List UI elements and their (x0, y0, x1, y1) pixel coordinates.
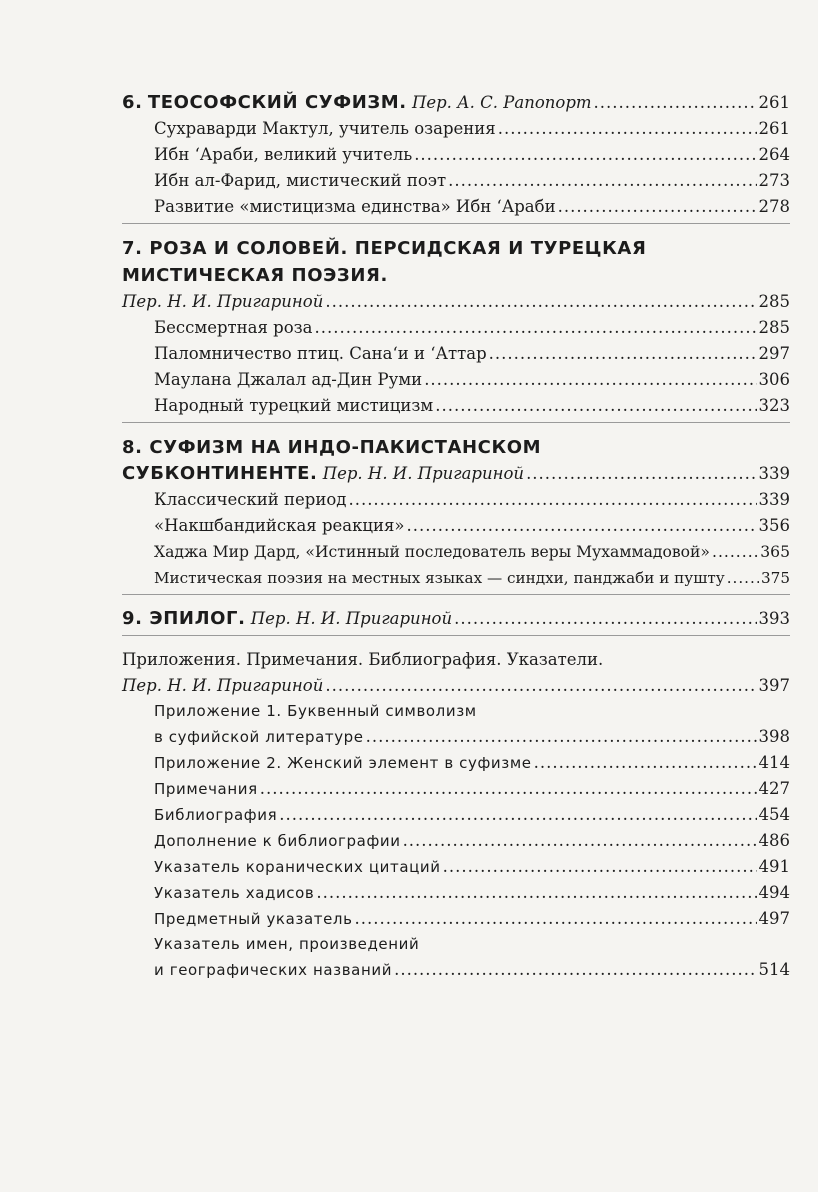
entry-page: 339 (758, 490, 790, 509)
entry-page: 264 (758, 145, 790, 164)
toc-entry[interactable] (122, 315, 790, 341)
entry-label: Паломничество птиц. Сана‘и и ‘Аттар (154, 344, 487, 363)
chapter-8-title-line2: СУБКОНТИНЕНТЕ. (122, 463, 318, 484)
chapter-9-title: 9. ЭПИЛОГ. (122, 608, 246, 629)
entry-page: 491 (758, 857, 790, 876)
entry-label: Хаджа Мир Дард, «Истинный последователь веры Мухаммадовой» (154, 543, 710, 561)
appendix-1-label-line2: в суфийской литературе (154, 728, 364, 746)
appendix-1-page: 398 (758, 727, 790, 746)
entry-page: 261 (758, 119, 790, 138)
dot-leader (403, 828, 757, 853)
entry-label: Сухраварди Мактул, учитель озарения (154, 119, 496, 138)
toc-entry[interactable] (122, 750, 790, 776)
dot-leader (443, 854, 757, 879)
appendix-1-label-line1: Приложение 1. Буквенный символизм (154, 702, 477, 720)
dot-leader (498, 116, 757, 142)
dot-leader (348, 487, 756, 513)
entry-label: Маулана Джалал ад-Дин Руми (154, 370, 423, 389)
table-of-contents (122, 90, 790, 983)
chapter-6-number: 6. (122, 92, 143, 113)
dot-leader (414, 142, 756, 168)
toc-entry[interactable] (122, 513, 790, 539)
dot-leader (394, 957, 756, 982)
entry-page: 323 (758, 396, 790, 415)
chapter-7-section (122, 235, 790, 423)
dot-leader (407, 513, 757, 539)
names-index-entry[interactable] (122, 957, 790, 983)
names-index-page: 514 (758, 960, 790, 979)
chapter-8-title-line1: 8. СУФИЗМ НА ИНДО-ПАКИСТАНСКОМ (122, 437, 542, 458)
entry-label: Развитие «мистицизма единства» Ибн ‘Араби (154, 197, 556, 216)
toc-entry[interactable] (122, 880, 790, 906)
appendices-heading: Приложения. Примечания. Библиография. Указатели. (122, 650, 604, 669)
entry-label: Мистическая поэзия на местных языках — синдхи, панджаби и пушту (154, 569, 725, 587)
dot-leader (424, 367, 756, 393)
entry-label: Приложение 2. Женский элемент в суфизме (154, 754, 532, 772)
toc-entry[interactable] (122, 565, 790, 591)
entry-page: 306 (758, 370, 790, 389)
chapter-6-title: ТЕОСОФСКИЙ СУФИЗМ. (147, 92, 407, 113)
chapter-8-section (122, 434, 790, 595)
appendices-entry[interactable] (122, 673, 790, 699)
toc-entry[interactable] (122, 487, 790, 513)
dot-leader (489, 341, 757, 367)
dot-leader (727, 565, 759, 591)
chapter-9-entry[interactable] (122, 606, 790, 632)
toc-entry[interactable] (122, 341, 790, 367)
dot-leader (314, 315, 756, 341)
chapter-6-translator: Пер. А. С. Рапопорт (411, 93, 592, 112)
entry-label: Ибн ‘Араби, великий учитель (154, 145, 413, 164)
entry-page: 356 (758, 516, 790, 535)
entry-page: 486 (758, 831, 790, 850)
dot-leader (355, 906, 757, 931)
dot-leader (260, 776, 757, 801)
dot-leader (534, 750, 757, 775)
appendices-translator: Пер. Н. И. Пригариной (122, 676, 324, 695)
dot-leader (448, 168, 756, 194)
chapter-9-section (122, 606, 790, 636)
chapter-9-page: 393 (758, 609, 790, 628)
chapter-7-title-line1: 7. РОЗА И СОЛОВЕЙ. ПЕРСИДСКАЯ И ТУРЕЦКАЯ (122, 238, 647, 259)
toc-entry[interactable] (122, 828, 790, 854)
entry-page: 375 (761, 569, 790, 587)
chapter-6-entry[interactable] (122, 90, 790, 116)
entry-label: Предметный указатель (154, 910, 353, 928)
entry-label: Дополнение к библиографии (154, 832, 401, 850)
chapter-8-translator: Пер. Н. И. Пригариной (322, 464, 525, 483)
dot-leader (366, 724, 757, 749)
chapter-7-page: 285 (758, 292, 790, 311)
chapter-6-page: 261 (758, 93, 790, 112)
chapter-8-entry[interactable] (122, 461, 790, 487)
entry-page: 278 (758, 197, 790, 216)
entry-label: Ибн ал-Фарид, мистический поэт (154, 171, 447, 190)
chapter-7-entry[interactable] (122, 289, 790, 315)
toc-entry[interactable] (122, 393, 790, 419)
dot-leader (325, 289, 756, 315)
toc-entry[interactable] (122, 168, 790, 194)
names-index-label-line1: Указатель имен, произведений (154, 935, 420, 953)
toc-entry[interactable] (122, 854, 790, 880)
entry-page: 494 (758, 883, 790, 902)
entry-page: 427 (758, 779, 790, 798)
entry-label: «Накшбандийская реакция» (154, 516, 405, 535)
chapter-8-page: 339 (758, 464, 790, 483)
chapter-6-section (122, 90, 790, 224)
toc-entry[interactable] (122, 906, 790, 932)
dot-leader (594, 90, 757, 116)
chapter-7-title-line2: МИСТИЧЕСКАЯ ПОЭЗИЯ. (122, 265, 388, 286)
toc-entry[interactable] (122, 802, 790, 828)
entry-page: 365 (760, 543, 790, 561)
toc-entry[interactable] (122, 116, 790, 142)
dot-leader (712, 539, 758, 565)
entry-page: 497 (758, 909, 790, 928)
entry-label: Классический период (154, 490, 347, 509)
entry-page: 297 (758, 344, 790, 363)
dot-leader (558, 194, 757, 220)
appendix-1-entry[interactable] (122, 724, 790, 750)
entry-label: Примечания (154, 780, 258, 798)
entry-label: Бессмертная роза (154, 318, 313, 337)
names-index-label-line2: и географических названий (154, 961, 393, 979)
toc-entry[interactable] (122, 539, 790, 565)
dot-leader (454, 606, 756, 632)
appendices-page: 397 (758, 676, 790, 695)
entry-label: Указатель хадисов (154, 884, 315, 902)
entry-page: 414 (758, 753, 790, 772)
entry-label: Народный турецкий мистицизм (154, 396, 434, 415)
toc-entry[interactable] (122, 776, 790, 802)
appendices-section (122, 647, 790, 983)
entry-page: 454 (758, 805, 790, 824)
dot-leader (316, 880, 756, 905)
entry-page: 285 (758, 318, 790, 337)
dot-leader (435, 393, 756, 419)
toc-entry[interactable] (122, 367, 790, 393)
dot-leader (526, 461, 756, 487)
chapter-7-translator: Пер. Н. И. Пригариной (122, 292, 324, 311)
entry-label: Указатель коранических цитаций (154, 858, 441, 876)
chapter-9-translator: Пер. Н. И. Пригариной (250, 609, 453, 628)
toc-entry[interactable] (122, 194, 790, 220)
entry-label: Библиография (154, 806, 278, 824)
dot-leader (325, 673, 756, 699)
dot-leader (279, 802, 756, 827)
entry-page: 273 (758, 171, 790, 190)
toc-entry[interactable] (122, 142, 790, 168)
